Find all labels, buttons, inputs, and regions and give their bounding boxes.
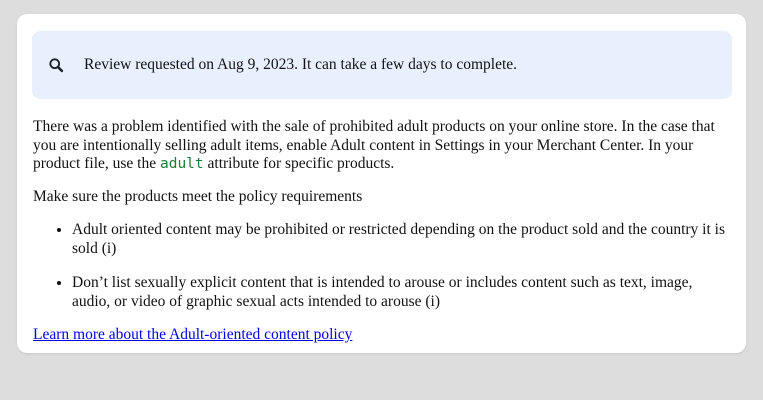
- policy-requirement-item: • Adult oriented content may be prohibited or restricted depending on the product sold and the country it is sold (i): [72, 221, 730, 258]
- notification-card: [17, 14, 746, 353]
- policy-requirements-list: [32, 221, 732, 311]
- learn-more-link[interactable]: Learn more about the Adult-oriented content policy: [33, 326, 353, 343]
- policy-requirement-item: • Don’t list sexually explicit content that is intended to arouse or includes content such as text, image, audio, or video of graphic sexual acts intended to arouse (i): [72, 274, 730, 311]
- issue-description-text: There was a problem identified with the sale of prohibited adult products on your online store. In the case that you are intentionally selling adult items, enable Adult content in Settings in your Merchant Center. In your product file, use the: [33, 118, 715, 172]
- adult-attribute-code: adult: [159, 156, 204, 172]
- link-row: [32, 326, 732, 345]
- policy-requirements-heading: Make sure the products meet the policy requirements: [33, 187, 363, 205]
- search-icon: [48, 57, 65, 74]
- review-status-banner: [32, 31, 732, 99]
- issue-description-text-after: attribute for specific products.: [203, 155, 395, 172]
- review-status-text: Review requested on Aug 9, 2023. It can take a few days to complete.: [84, 56, 518, 73]
- issue-description: [32, 118, 732, 174]
